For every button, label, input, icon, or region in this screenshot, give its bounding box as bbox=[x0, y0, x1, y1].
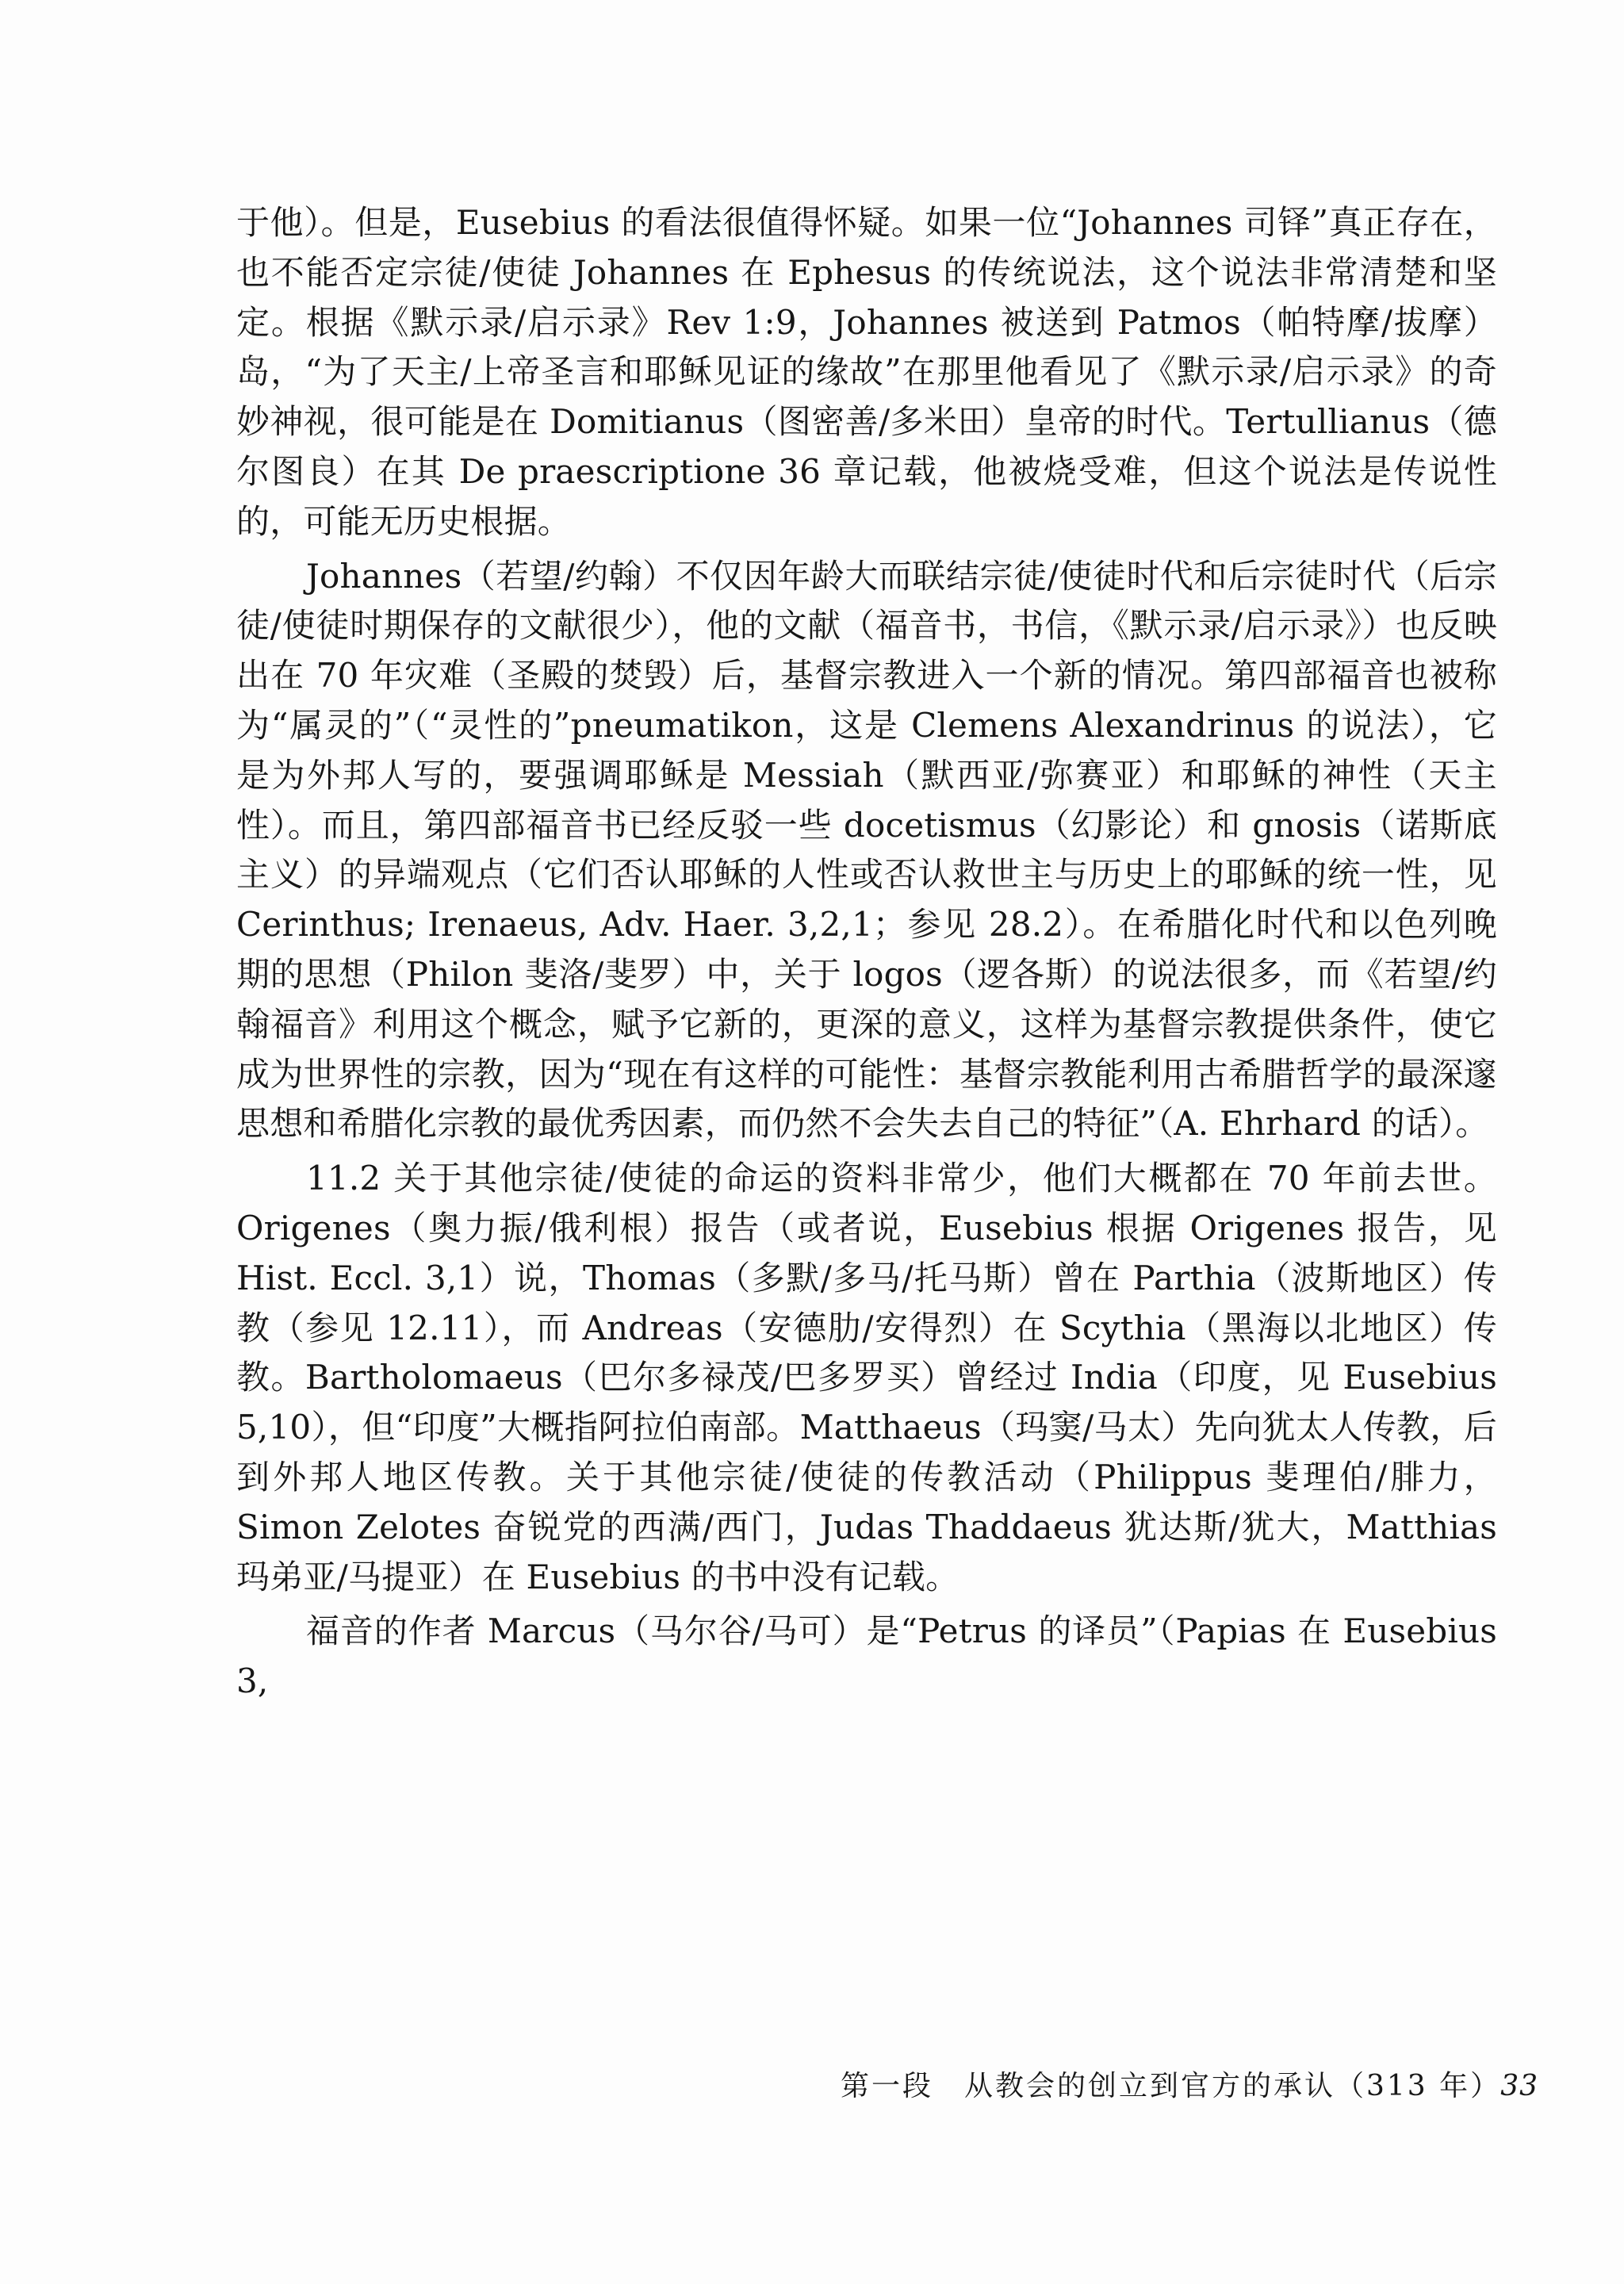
paragraph-continued: 于他）。但是，Eusebius 的看法很值得怀疑。如果一位“Johannes 司铎”真正存在，也不能否定宗徒/使徒 Johannes 在 Ephesus 的传统说法，这个说法非常清楚和坚定。根据《默示录/启示录》Rev 1:9，Johannes 被送到 Patmos（帕特摩/拔摩）岛，“为了天主/上帝圣言和耶稣见证的缘故”在那里他看见了《默示录/启示录》的奇妙神视，很可能是在 Domitianus（图密善/多米田）皇帝的时代。Tertullianus（德尔图良）在其 De praescriptione 36 章记载，他被烧受难，但这个说法是传说性的，可能无历史根据。 bbox=[236, 203, 1497, 541]
page-number: 33 bbox=[1500, 2070, 1538, 2102]
page-footer bbox=[841, 2067, 1538, 2106]
paragraph-johannes: Johannes（若望/约翰）不仅因年龄大而联结宗徒/使徒时代和后宗徒时代（后宗徒/使徒时期保存的文献很少），他的文献（福音书，书信，《默示录/启示录》）也反映出在 70 年灾难（圣殿的焚毁）后，基督宗教进入一个新的情况。第四部福音也被称为“属灵的”（“灵性的”pneumatikon，这是 Clemens Alexandrinus 的说法），它是为外邦人写的，要强调耶稣是 Messiah（默西亚/弥赛亚）和耶稣的神性（天主性）。而且，第四部福音书已经反驳一些 docetismus（幻影论）和 gnosis（诺斯底主义）的异端观点（它们否认耶稣的人性或否认救世主与历史上的耶稣的统一性，见 Cerinthus; Irenaeus, Adv. Haer. 3,2,1；参见 28.2）。在希腊化时代和以色列晚期的思想（Philon 斐洛/斐罗）中，关于 logos（逻各斯）的说法很多，而《若望/约翰福音》利用这个概念，赋予它新的，更深的意义，这样为基督宗教提供条件，使它成为世界性的宗教，因为“现在有这样的可能性：基督宗教能利用古希腊哲学的最深邃思想和希腊化宗教的最优秀因素，而仍然不会失去自己的特征”（A. Ehrhard 的话）。 bbox=[236, 556, 1497, 1144]
paragraph-marcus: 福音的作者 Marcus（马尔谷/马可）是“Petrus 的译员”（Papias 在 Eusebius 3, bbox=[236, 1611, 1497, 1701]
paragraph-section-11-2: 11.2 关于其他宗徒/使徒的命运的资料非常少，他们大概都在 70 年前去世。Origenes（奥力振/俄利根）报告（或者说，Eusebius 根据 Origenes 报告，见 Hist. Eccl. 3,1）说，Thomas（多默/多马/托马斯）曾在 Parthia（波斯地区）传教（参见 12.11），而 Andreas（安德肋/安得烈）在 Scythia（黑海以北地区）传教。Bartholomaeus（巴尔多禄茂/巴多罗买）曾经过 India（印度，见 Eusebius 5,10），但“印度”大概指阿拉伯南部。Matthaeus（玛窦/马太）先向犹太人传教，后到外邦人地区传教。关于其他宗徒/使徒的传教活动（Philippus 斐理伯/腓力，Simon Zelotes 奋锐党的西满/西门，Judas Thaddaeus 犹达斯/犹大，Matthias 玛弟亚/马提亚）在 Eusebius 的书中没有记载。 bbox=[236, 1159, 1497, 1596]
running-head: 第一段 从教会的创立到官方的承认（313 年） bbox=[841, 2070, 1502, 2102]
body-text bbox=[236, 198, 1497, 1711]
